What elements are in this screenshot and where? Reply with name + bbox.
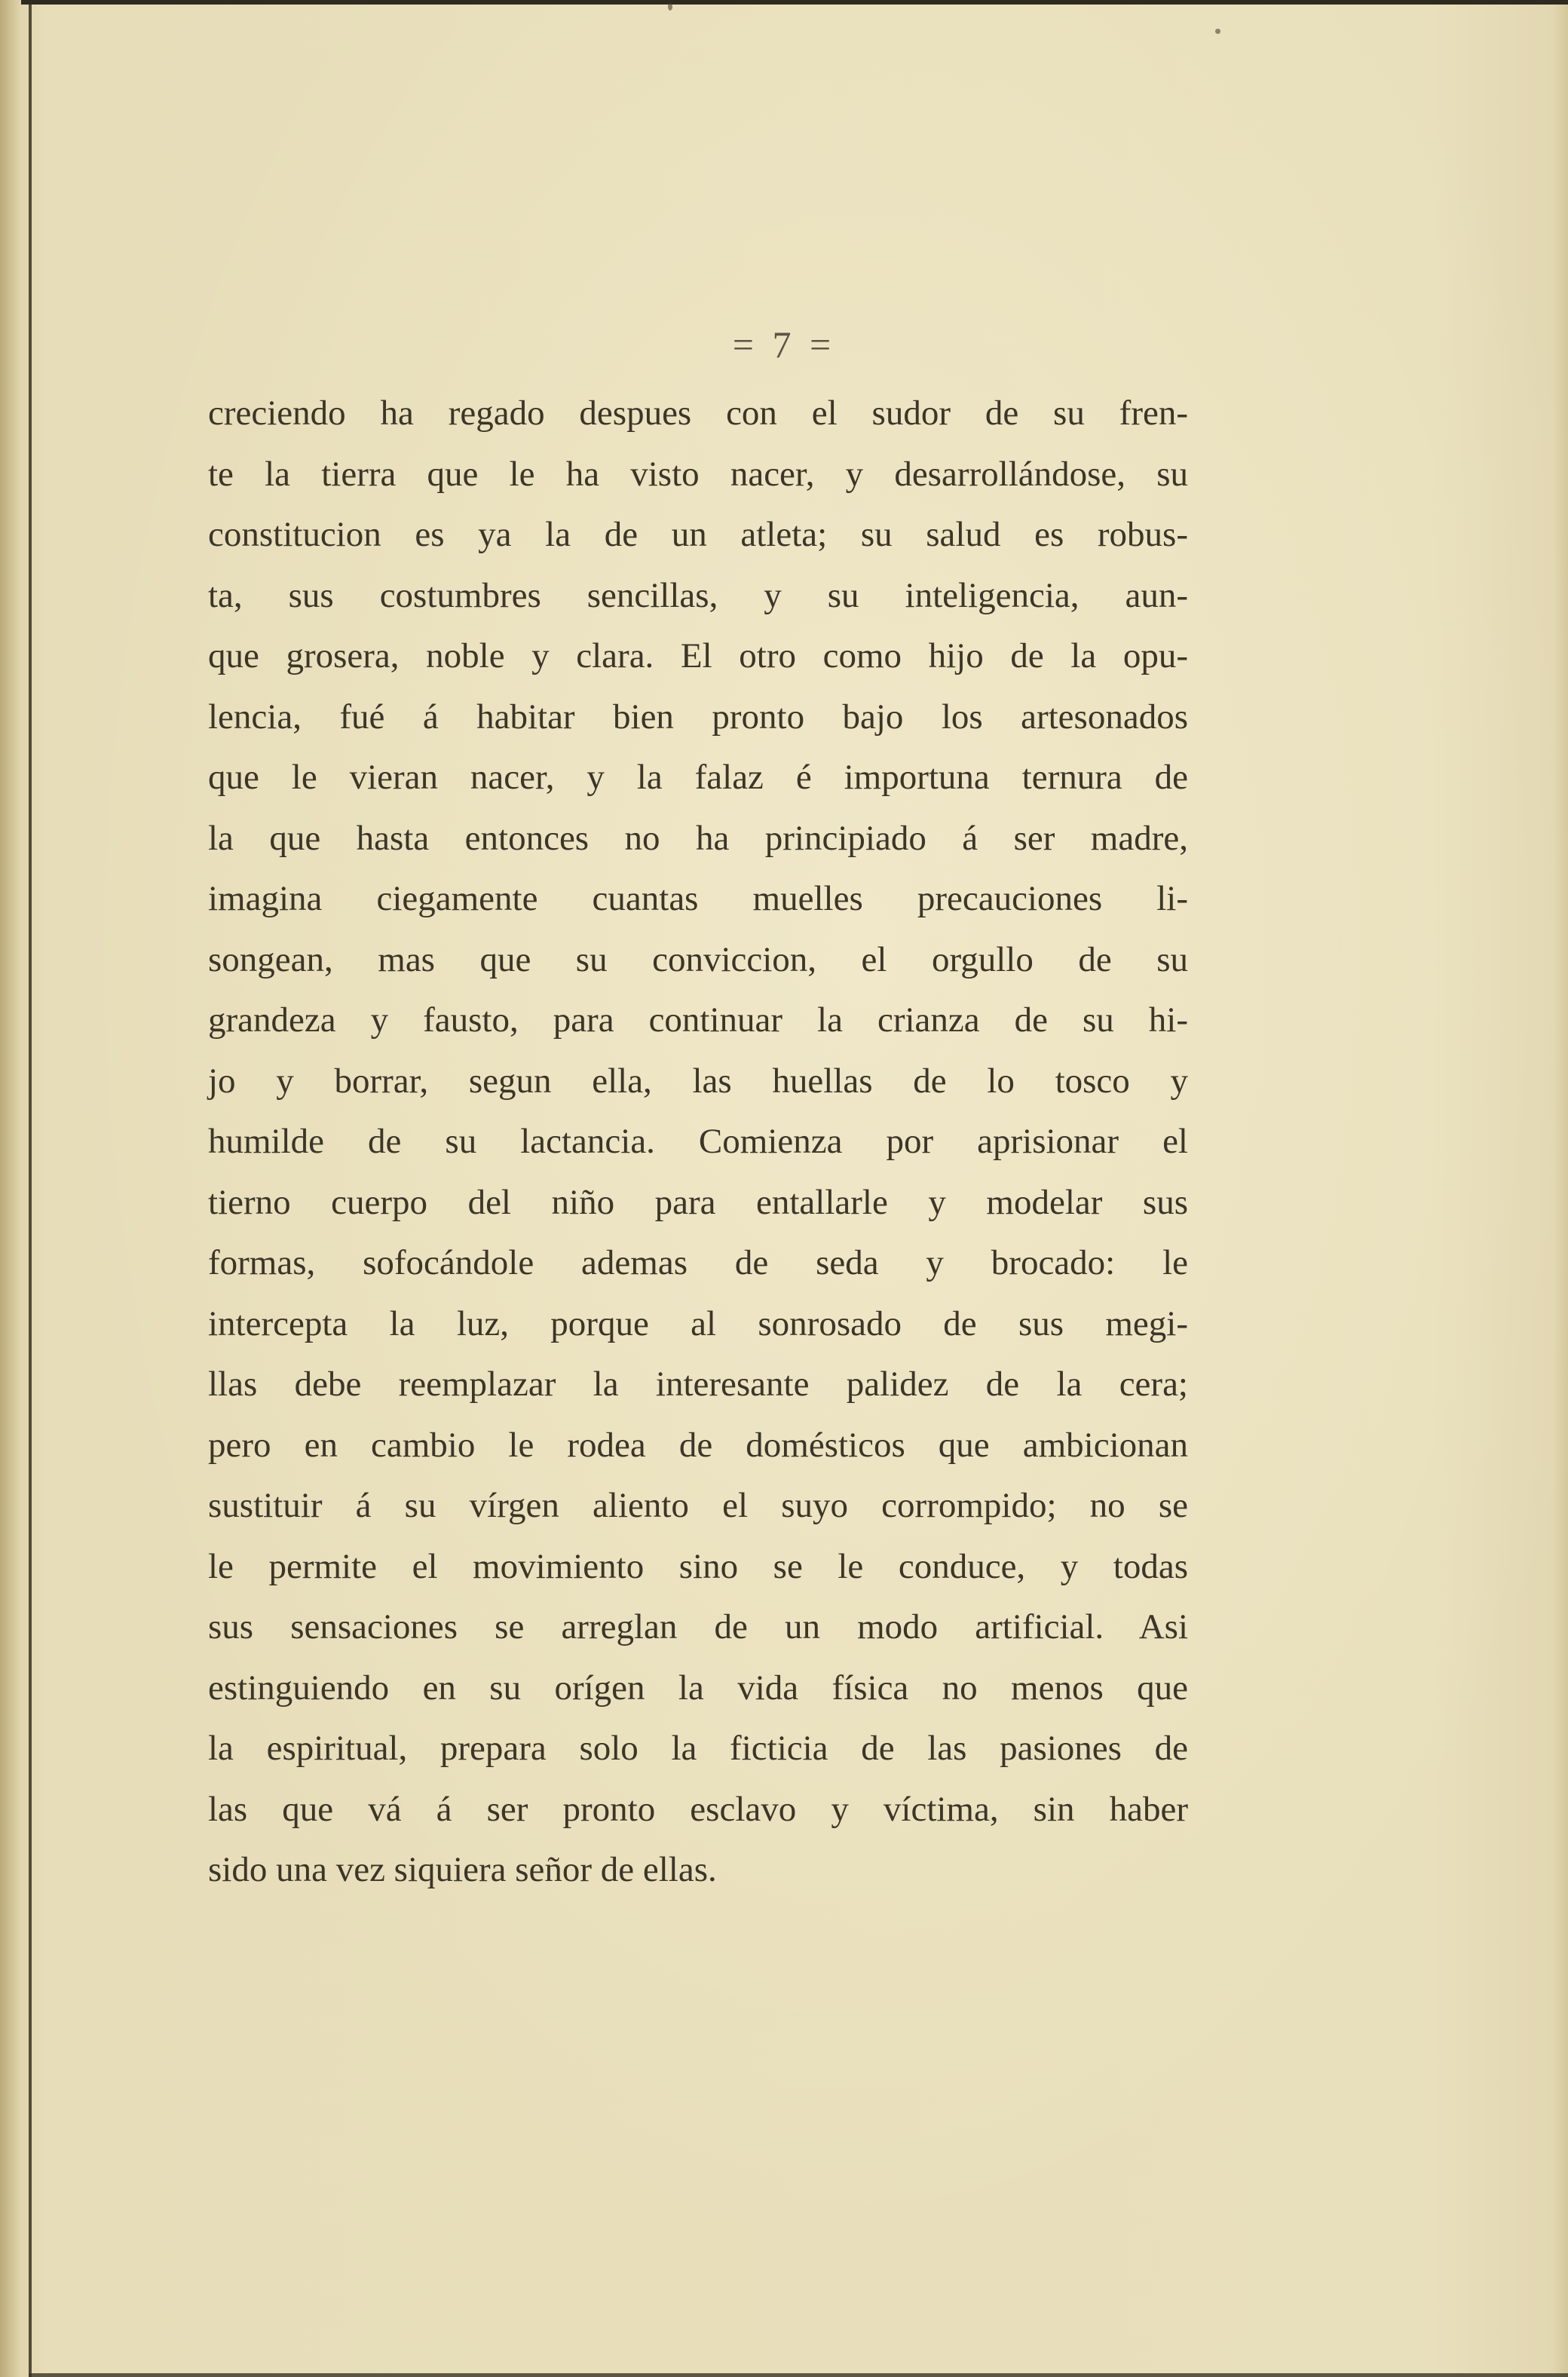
text-line: lencia, fué á habitar bien pronto bajo los artesonados [208,697,1188,737]
text-line: ta, sus costumbres sencillas, y su inteligencia, aun- [208,575,1188,615]
text-line: las que vá á ser pronto esclavo y víctima, sin haber [208,1789,1188,1829]
text-line: jo y borrar, segun ella, las huellas de lo tosco y [208,1061,1188,1101]
ink-speck [668,3,672,11]
text-line: songean, mas que su conviccion, el orgullo de su [208,939,1188,979]
text-line: humilde de su lactancia. Comienza por aprisionar el [208,1122,1188,1161]
ink-speck [1215,29,1220,34]
text-line: que le vieran nacer, y la falaz é importuna ternura de [208,758,1188,797]
text-line: sus sensaciones se arreglan de un modo artificial. Asi [208,1607,1188,1646]
text-line: sustituir á su vírgen aliento el suyo corrompido; no se [208,1486,1188,1525]
top-border-rule [21,0,1568,5]
text-line: pero en cambio le rodea de domésticos que ambicionan [208,1425,1188,1465]
bottom-border-rule [29,2373,1568,2377]
text-line: sido una vez siquiera señor de ellas. [208,1850,717,1889]
text-line: que grosera, noble y clara. El otro como hijo de la opu- [208,636,1188,675]
page-number: = 7 = [732,323,836,366]
text-line: le permite el movimiento sino se le conduce, y todas [208,1546,1188,1586]
text-line: constitucion es ya la de un atleta; su salud es robus- [208,515,1188,554]
text-line: la que hasta entonces no ha principiado á ser madre, [208,818,1188,858]
text-line: tierno cuerpo del niño para entallarle y modelar sus [208,1182,1188,1222]
text-line: grandeza y fausto, para continuar la crianza de su hi- [208,1000,1188,1040]
text-line: llas debe reemplazar la interesante palidez de la cera; [208,1365,1188,1404]
body-text [208,383,1188,1901]
text-line: creciendo ha regado despues con el sudor de su fren- [208,394,1188,433]
text-line: formas, sofocándole ademas de seda y brocado: le [208,1243,1188,1282]
text-line: imagina ciegamente cuantas muelles precauciones li- [208,879,1188,918]
text-line: te la tierra que le ha visto nacer, y desarrollándose, su [208,454,1188,494]
text-line: estinguiendo en su orígen la vida física no menos que [208,1668,1188,1708]
text-line: la espiritual, prepara solo la ficticia de las pasiones de [208,1729,1188,1768]
text-line: intercepta la luz, porque al sonrosado de sus megi- [208,1303,1188,1343]
